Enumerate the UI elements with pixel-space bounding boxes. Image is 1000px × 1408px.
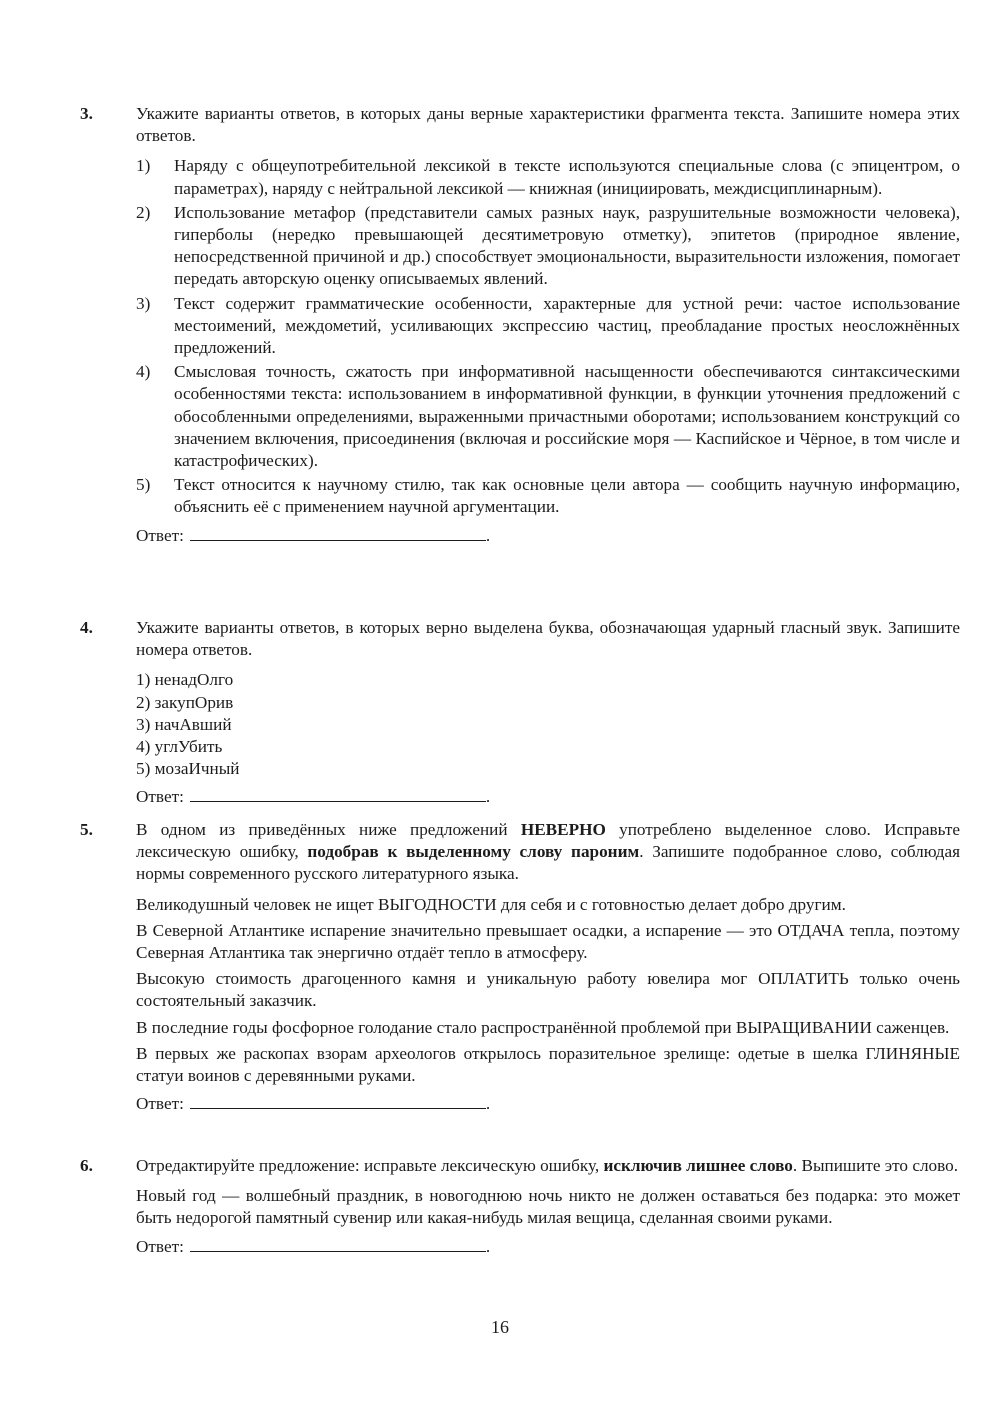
answer-label: Ответ: [136, 1094, 184, 1114]
answer-row [136, 1093, 960, 1115]
task-number: 6. [80, 1156, 93, 1175]
answer-end: . [485, 1094, 491, 1114]
example-sentence: В последние годы фосфорное голодание стало распространённой проблемой при ВЫРАЩИВАНИИ саженцев. [136, 1017, 950, 1037]
task-3 [80, 103, 960, 547]
word-item: 4) углУбить [136, 737, 223, 757]
option-text: Наряду с общеупотребительной лексикой в тексте используются специальные слова (с эпицентром, о параметрах), наряду с нейтральной лексикой — книжная (инициировать, междисциплинарным). [174, 156, 960, 198]
task-5 [80, 819, 960, 1115]
answer-label: Ответ: [136, 1236, 184, 1256]
answer-field[interactable] [190, 1094, 486, 1109]
answer-row [136, 1236, 960, 1258]
option-number: 4) [136, 362, 151, 382]
question-text: . Выпишите это слово. [792, 1156, 959, 1175]
option-number: 1) [136, 156, 151, 176]
answer-row [136, 525, 960, 547]
answer-end: . [485, 1236, 491, 1256]
answer-option [136, 155, 960, 199]
task-6 [80, 1155, 960, 1258]
question-emphasis: подобрав к выделенному слову пароним [307, 842, 640, 862]
answer-option [136, 293, 960, 360]
task-question [136, 1155, 960, 1177]
answer-option [136, 474, 960, 518]
option-text: Смысловая точность, сжатость при информативной насыщенности обеспечиваются синтаксическими особенностями текста: использованием в информативной функции, в функции уточнения предложений с обособленными определениями, выраженными причастными оборотами; использованием конструкций со значением включения, присоединения (включая и российские моря — Каспийское и Чёрное, в том числе и катастрофических). [174, 362, 960, 471]
question-emphasis: НЕВЕРНО [520, 820, 606, 839]
answer-row [136, 786, 960, 808]
task-number: 5. [80, 820, 93, 839]
word-item: 3) начАвший [136, 714, 232, 734]
answer-field[interactable] [190, 787, 486, 802]
answer-end: . [485, 787, 491, 807]
task-question [136, 819, 960, 886]
question-emphasis: исключив лишнее слово [603, 1156, 793, 1175]
task-question: Укажите варианты ответов, в которых даны верные характеристики фрагмента текста. Запишите номера этих ответов. [136, 104, 960, 146]
task-number: 3. [80, 104, 93, 123]
answer-option [136, 361, 960, 472]
answer-end: . [485, 525, 491, 545]
option-number: 2) [136, 202, 151, 222]
option-text: Текст содержит грамматические особенности, характерные для устной речи: частое использование местоимений, междометий, усиливающих экспрессию частиц, преобладание простых неосложнённых предложений. [174, 293, 960, 358]
answer-option [136, 202, 960, 291]
question-text: В одном из приведённых ниже предложений [136, 820, 521, 839]
option-text: Использование метафор (представители самых разных наук, разрушительные возможности человека), гиперболы (нередко превышающей десятиметровую отметку), эпитетов (природное явление, непосредственной причиной и др.) способствует эмоциональности, выразительности изложения, помогает передать авторскую оценку описываемых явлений. [174, 202, 960, 289]
example-sentence: В первых же раскопах взорам археологов открылось поразительное зрелище: одетые в шелка ГЛИНЯНЫЕ статуи воинов с деревянными руками. [136, 1043, 960, 1086]
word-item: 2) закупОрив [136, 692, 234, 712]
answer-field[interactable] [190, 526, 486, 541]
answer-label: Ответ: [136, 787, 184, 807]
answer-label: Ответ: [136, 525, 184, 545]
example-sentence: В Северной Атлантике испарение значительно превышает осадки, а испарение — это ОТДАЧА тепла, поэтому Северная Атлантика так энергично отдаёт тепло в атмосферу. [136, 920, 960, 963]
option-text: Текст относится к научному стилю, так как основные цели автора — сообщить научную информацию, объяснить её с применением научной аргументации. [174, 475, 960, 517]
question-text: Отредактируйте предложение: исправьте лексическую ошибку, [136, 1156, 604, 1175]
task-question: Укажите варианты ответов, в которых верно выделена буква, обозначающая ударный гласный звук. Запишите номера ответов. [136, 618, 960, 660]
task-4 [80, 617, 960, 809]
example-sentence: Великодушный человек не ищет ВЫГОДНОСТИ для себя и с готовностью делает добро другим. [136, 894, 846, 914]
word-list [136, 669, 960, 780]
option-number: 5) [136, 475, 151, 495]
task-number: 4. [80, 618, 93, 637]
answer-field[interactable] [190, 1237, 486, 1252]
example-sentence: Новый год — волшебный праздник, в новогоднюю ночь никто не должен оставаться без подарка: это может быть недорогой памятный сувенир или какая-нибудь милая вещица, сделанная своими руками. [136, 1186, 960, 1228]
question-text: . Запишите подобранное слово, соблюдая нормы современного русского литературного языка. [136, 842, 960, 884]
question-text: употреблено выделенное слово. Исправьте лексическую ошибку, [136, 820, 960, 862]
example-sentence: Высокую стоимость драгоценного камня и уникальную работу ювелира мог ОПЛАТИТЬ только очень состоятельный заказчик. [136, 969, 960, 1011]
page-number: 16 [491, 1317, 509, 1337]
word-item: 1) ненадОлго [136, 670, 234, 690]
option-number: 3) [136, 293, 151, 313]
word-item: 5) мозаИчный [136, 759, 240, 779]
